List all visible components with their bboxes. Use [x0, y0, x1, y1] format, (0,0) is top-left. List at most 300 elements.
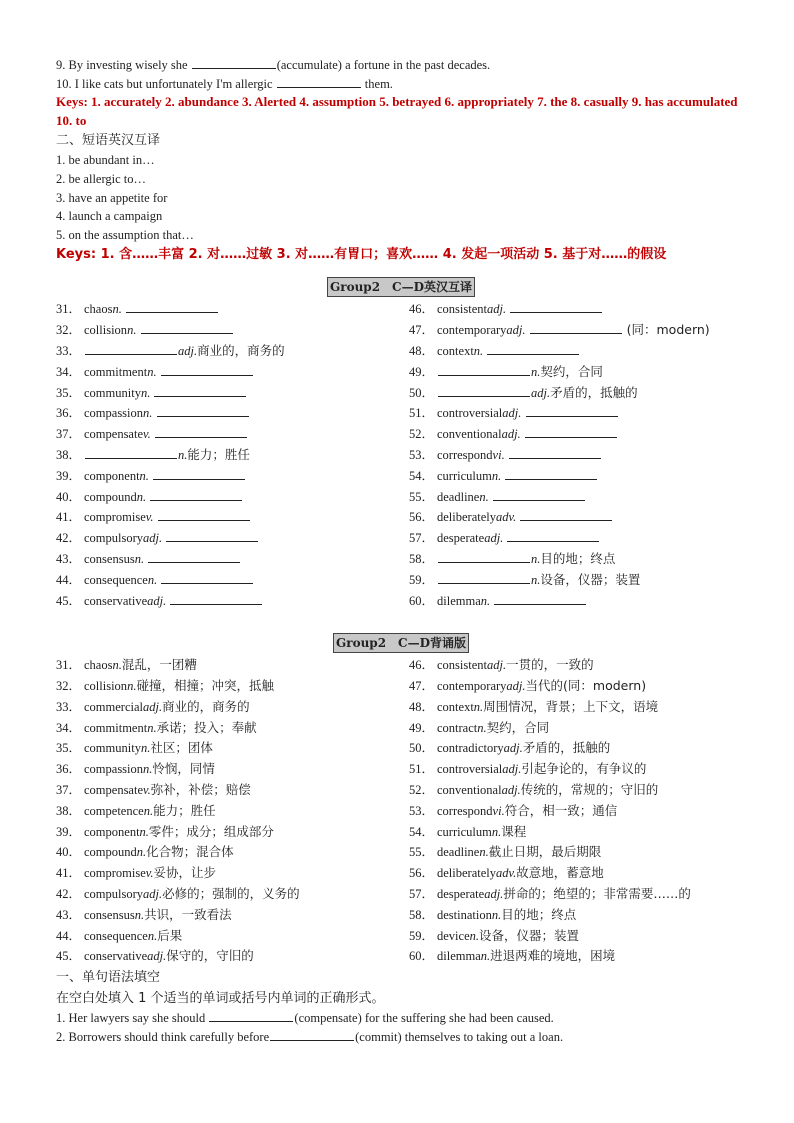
- meaning: 周围情况，背景；上下文，语境: [483, 698, 659, 714]
- item-number: 43．: [56, 551, 82, 566]
- exercise-text: 1. Her lawyers say she should: [56, 1011, 209, 1026]
- phrase-list: [56, 151, 746, 244]
- item-number: 36．: [56, 762, 82, 777]
- exercise-text: 9. By investing wisely she: [56, 58, 191, 72]
- answer-blank[interactable]: [166, 529, 258, 542]
- vocab-grid-translation: [56, 299, 746, 611]
- vocab-item: [409, 591, 746, 612]
- item-number: 48．: [409, 343, 435, 358]
- item-number: 33．: [56, 343, 82, 358]
- vocab-item: [409, 926, 746, 947]
- item-number: 35．: [56, 385, 82, 400]
- exercise-line: [56, 1028, 746, 1047]
- item-number: 50．: [409, 741, 435, 756]
- answer-blank[interactable]: [510, 300, 602, 313]
- exercise-text: (commit) themselves to taking out a loan.: [355, 1029, 564, 1044]
- meaning: 化合物；混合体: [146, 844, 234, 860]
- part-of-speech: n.: [127, 323, 137, 338]
- part-of-speech: n.: [112, 658, 122, 673]
- part-of-speech: n.: [140, 741, 151, 756]
- vocab-word: context: [437, 343, 474, 358]
- part-of-speech: adj.: [506, 679, 526, 694]
- item-number: 56．: [409, 510, 435, 525]
- group-title-recite-label: Group2 C—D背诵版: [333, 633, 469, 653]
- vocab-word: compound: [84, 845, 137, 860]
- section-title-grammar: 一、单句语法填空: [56, 970, 161, 986]
- exercise-text: 2. Borrowers should think carefully before: [56, 1029, 270, 1044]
- vocab-item: [409, 341, 746, 362]
- vocab-item: [56, 738, 409, 759]
- item-number: 53．: [409, 447, 435, 462]
- meaning: 一贯的，一致的: [506, 657, 594, 673]
- vocab-word: consistent: [437, 658, 487, 673]
- vocab-item: [56, 466, 409, 487]
- item-number: 38．: [56, 447, 82, 462]
- vocab-word: compromise: [84, 510, 146, 525]
- vocab-item: [56, 487, 409, 508]
- vocab-item: [56, 780, 409, 801]
- vocab-word: component: [84, 468, 140, 483]
- vocab-word: correspond: [437, 447, 493, 462]
- part-of-speech: adj.: [143, 531, 163, 546]
- answer-keys-1: Keys: 1. accurately 2. abundance 3. Alerted 4. assumption 5. betrayed 6. appropriately 7. the 8. casually 9. has accumulated 10. to: [56, 94, 738, 128]
- vocab-item: [56, 507, 409, 528]
- item-number: 44．: [56, 928, 82, 943]
- part-of-speech: vi.: [492, 447, 505, 462]
- vocab-word: contemporary: [437, 323, 507, 338]
- vocab-word: deadline: [437, 845, 480, 860]
- item-number: 34．: [56, 364, 82, 379]
- vocab-word: compassion: [84, 762, 144, 777]
- part-of-speech: n.: [139, 468, 149, 483]
- answer-blank[interactable]: [487, 342, 579, 355]
- item-number: 56．: [409, 866, 435, 881]
- vocab-word: contemporary: [437, 679, 507, 694]
- meaning: 矛盾的，抵触的: [550, 384, 638, 400]
- vocab-word: dilemma: [437, 949, 481, 964]
- vocab-word: consequence: [84, 928, 148, 943]
- item-number: 41．: [56, 510, 82, 525]
- vocab-item: [56, 341, 409, 362]
- answer-blank[interactable]: [530, 321, 622, 334]
- item-number: 47．: [409, 679, 435, 694]
- vocab-word: conservative: [84, 593, 148, 608]
- answer-blank[interactable]: [141, 321, 233, 334]
- item-number: 47．: [409, 323, 435, 338]
- meaning: 截止日期，最后期限: [488, 844, 602, 860]
- part-of-speech: n.: [140, 385, 151, 400]
- vocab-word: deadline: [437, 489, 480, 504]
- vocab-word: controversial: [437, 406, 503, 421]
- vocab-item: [409, 884, 746, 905]
- vocab-item: [409, 738, 746, 759]
- item-number: 42．: [56, 531, 82, 546]
- meaning: 怜悯，同情: [152, 761, 215, 777]
- answer-blank[interactable]: [507, 529, 599, 542]
- item-number: 31．: [56, 658, 82, 673]
- part-of-speech: n.: [531, 572, 541, 587]
- vocab-grid-recite: [56, 655, 746, 967]
- item-number: 39．: [56, 824, 82, 839]
- answer-blank[interactable]: [153, 467, 245, 480]
- vocab-item: [56, 822, 409, 843]
- part-of-speech: adj.: [501, 783, 521, 798]
- vocab-item: [56, 299, 409, 320]
- part-of-speech: n.: [477, 720, 487, 735]
- part-of-speech: n.: [479, 489, 489, 504]
- section-instruction: 在空白处填入 1 个适当的单词或括号内单词的正确形式。: [56, 991, 385, 1007]
- part-of-speech: n.: [491, 824, 502, 839]
- vocab-item: [409, 424, 746, 445]
- fill-in-exercises-top: [56, 56, 746, 93]
- part-of-speech: v.: [145, 866, 154, 881]
- vocab-word: compensate: [84, 783, 144, 798]
- answer-blank[interactable]: [85, 446, 177, 459]
- part-of-speech: v.: [145, 510, 154, 525]
- vocab-item: [56, 926, 409, 947]
- vocab-word: contradictory: [437, 741, 504, 756]
- meaning: 碰撞，相撞；冲突，抵触: [136, 678, 274, 694]
- item-number: 54．: [409, 824, 435, 839]
- answer-blank[interactable]: [161, 363, 253, 376]
- item-number: 60．: [409, 593, 435, 608]
- part-of-speech: n.: [134, 907, 145, 922]
- answer-blank[interactable]: [509, 446, 601, 459]
- item-number: 38．: [56, 803, 82, 818]
- part-of-speech: n.: [147, 572, 158, 587]
- vocab-item: [56, 362, 409, 383]
- meaning: 契约，合同: [486, 719, 550, 735]
- item-number: 59．: [409, 928, 435, 943]
- vocab-word: contract: [437, 720, 478, 735]
- answer-blank[interactable]: [157, 404, 249, 417]
- vocab-word: commitment: [84, 720, 148, 735]
- part-of-speech: adj.: [502, 762, 522, 777]
- meaning: 引起争论的，有争议的: [521, 761, 647, 777]
- vocab-word: compromise: [84, 866, 146, 881]
- answer-blank[interactable]: [520, 508, 612, 521]
- answer-blank[interactable]: [505, 467, 597, 480]
- item-number: 45．: [56, 593, 82, 608]
- vocab-word: community: [84, 741, 141, 756]
- vocab-item: [56, 445, 409, 466]
- vocab-word: correspond: [437, 803, 493, 818]
- part-of-speech: n.: [134, 551, 145, 566]
- vocab-item: [409, 299, 746, 320]
- answer-blank[interactable]: [209, 1009, 293, 1022]
- vocab-item: [409, 528, 746, 549]
- meaning: 矛盾的，抵触的: [522, 740, 611, 756]
- item-number: 32．: [56, 679, 82, 694]
- answer-blank[interactable]: [155, 425, 247, 438]
- meaning: 妥协，让步: [153, 865, 217, 881]
- answer-blank[interactable]: [270, 1028, 354, 1041]
- meaning: 进退两难的境地，困境: [490, 948, 616, 964]
- meaning: 混乱，一团糟: [121, 657, 197, 673]
- vocab-word: conservative: [84, 949, 148, 964]
- answer-blank[interactable]: [192, 56, 276, 69]
- vocab-item: [409, 822, 746, 843]
- meaning: (同：modern): [622, 322, 710, 338]
- vocab-item: [409, 403, 746, 424]
- item-number: 43．: [56, 907, 82, 922]
- vocab-item: [56, 591, 409, 612]
- item-number: 45．: [56, 949, 82, 964]
- item-number: 51．: [409, 406, 435, 421]
- part-of-speech: adj.: [178, 343, 198, 358]
- vocab-item: [56, 697, 409, 718]
- answer-keys-2: Keys: 1. 含……丰富 2. 对……过敏 3. 对……有胃口；喜欢…… 4. 发起一项活动 5. 基于对……的假设: [56, 247, 667, 263]
- vocab-word: consequence: [84, 572, 148, 587]
- meaning: 设备，仪器；装置: [479, 927, 580, 943]
- meaning: 后果: [157, 927, 183, 943]
- item-number: 58．: [409, 551, 435, 566]
- part-of-speech: adj.: [503, 741, 523, 756]
- item-number: 40．: [56, 845, 82, 860]
- vocab-item: [409, 801, 746, 822]
- meaning: 必修的；强制的，义务的: [162, 886, 300, 902]
- item-number: 31．: [56, 302, 82, 317]
- answer-blank[interactable]: [493, 488, 585, 501]
- vocab-word: component: [84, 824, 140, 839]
- answer-blank[interactable]: [494, 592, 586, 605]
- part-of-speech: n.: [139, 824, 149, 839]
- vocab-item: [409, 445, 746, 466]
- exercise-text: (compensate) for the suffering she had been caused.: [294, 1011, 554, 1026]
- vocab-word: collision: [84, 679, 128, 694]
- vocab-word: compound: [84, 489, 137, 504]
- vocab-item: [409, 863, 746, 884]
- vocab-item: [409, 718, 746, 739]
- answer-blank[interactable]: [526, 404, 618, 417]
- part-of-speech: adj.: [143, 699, 163, 714]
- vocab-word: curriculum: [437, 468, 492, 483]
- vocab-item: [56, 718, 409, 739]
- answer-blank[interactable]: [148, 550, 240, 563]
- item-number: 48．: [409, 699, 435, 714]
- item-number: 51．: [409, 762, 435, 777]
- vocab-word: commitment: [84, 364, 148, 379]
- vocab-item: [409, 697, 746, 718]
- item-number: 37．: [56, 427, 82, 442]
- group-title-translation: [56, 277, 746, 297]
- group-title-translation-label: Group2 C—D英汉互译: [327, 277, 475, 297]
- vocab-word: compensate: [84, 427, 144, 442]
- part-of-speech: n.: [480, 949, 491, 964]
- part-of-speech: n.: [479, 845, 489, 860]
- part-of-speech: v.: [143, 783, 151, 798]
- item-number: 37．: [56, 783, 82, 798]
- meaning: 商业的，商务的: [162, 698, 250, 714]
- answer-blank[interactable]: [438, 363, 530, 376]
- vocab-word: controversial: [437, 762, 503, 777]
- vocab-word: community: [84, 385, 141, 400]
- worksheet-page: [56, 56, 746, 1046]
- vocab-item: [409, 842, 746, 863]
- vocab-word: device: [437, 928, 470, 943]
- answer-blank[interactable]: [438, 384, 530, 397]
- item-number: 41．: [56, 866, 82, 881]
- vocab-word: context: [437, 699, 474, 714]
- exercise-line: [56, 1009, 746, 1028]
- part-of-speech: adj.: [487, 658, 507, 673]
- vocab-item: [56, 655, 409, 676]
- vocab-word: conventional: [437, 427, 502, 442]
- item-number: 52．: [409, 427, 435, 442]
- part-of-speech: n.: [480, 593, 491, 608]
- item-number: 42．: [56, 887, 82, 902]
- vocab-item: [409, 655, 746, 676]
- meaning: 目的地；终点: [540, 550, 616, 566]
- vocab-item: [56, 570, 409, 591]
- item-number: 59．: [409, 572, 435, 587]
- answer-blank[interactable]: [525, 425, 617, 438]
- vocab-word: conventional: [437, 783, 502, 798]
- section-title-phrases: 二、短语英汉互译: [56, 133, 161, 149]
- meaning: 课程: [501, 823, 527, 839]
- answer-blank[interactable]: [150, 488, 242, 501]
- answer-blank[interactable]: [438, 550, 530, 563]
- vocab-item: [56, 403, 409, 424]
- part-of-speech: n.: [143, 803, 154, 818]
- exercise-text: 10. I like cats but unfortunately I'm allergic: [56, 76, 276, 91]
- vocab-item: [409, 946, 746, 967]
- part-of-speech: vi.: [492, 803, 505, 818]
- part-of-speech: adj.: [147, 949, 167, 964]
- part-of-speech: adj.: [147, 593, 167, 608]
- vocab-item: [56, 424, 409, 445]
- exercise-text: them.: [361, 76, 393, 91]
- meaning: 能力；胜任: [187, 446, 250, 462]
- part-of-speech: adj.: [484, 887, 504, 902]
- vocab-word: consensus: [84, 551, 135, 566]
- part-of-speech: n.: [143, 406, 153, 421]
- answer-blank[interactable]: [154, 384, 246, 397]
- meaning: 故意地，蓄意地: [516, 865, 604, 881]
- item-number: 55．: [409, 845, 435, 860]
- vocab-word: dilemma: [437, 593, 481, 608]
- vocab-item: [409, 466, 746, 487]
- vocab-item: [409, 362, 746, 383]
- vocab-item: [56, 863, 409, 884]
- part-of-speech: n.: [178, 447, 188, 462]
- answer-blank[interactable]: [161, 571, 253, 584]
- phrase-item: 1. be abundant in…: [56, 153, 155, 168]
- part-of-speech: n.: [491, 468, 502, 483]
- meaning: 契约，合同: [540, 363, 603, 379]
- item-number: 55．: [409, 489, 435, 504]
- vocab-item: [56, 383, 409, 404]
- phrase-item: 5. on the assumption that…: [56, 227, 194, 242]
- answer-blank[interactable]: [170, 592, 262, 605]
- item-number: 44．: [56, 572, 82, 587]
- part-of-speech: adj.: [531, 385, 551, 400]
- meaning: 保守的，守旧的: [166, 948, 254, 964]
- part-of-speech: adj.: [487, 302, 507, 317]
- meaning: 弥补，补偿；赔偿: [150, 782, 251, 798]
- vocab-item: [409, 320, 746, 341]
- vocab-word: desperate: [437, 531, 485, 546]
- vocab-word: commercial: [84, 699, 143, 714]
- meaning: 零件；成分；组成部分: [148, 823, 274, 839]
- answer-blank[interactable]: [438, 571, 530, 584]
- meaning: 能力；胜任: [153, 802, 216, 818]
- part-of-speech: adj.: [506, 323, 526, 338]
- vocab-item: [56, 905, 409, 926]
- vocab-item: [409, 759, 746, 780]
- part-of-speech: n.: [147, 720, 157, 735]
- vocab-word: consistent: [437, 302, 487, 317]
- meaning: 拼命的；绝望的；非常需要……的: [503, 886, 691, 902]
- part-of-speech: n.: [147, 928, 158, 943]
- vocab-item: [56, 946, 409, 967]
- item-number: 57．: [409, 887, 435, 902]
- exercise-text: (accumulate) a fortune in the past decades.: [276, 58, 491, 72]
- item-number: 52．: [409, 783, 435, 798]
- meaning: 符合，相一致；通信: [504, 802, 618, 818]
- vocab-item: [56, 842, 409, 863]
- part-of-speech: adj.: [484, 531, 504, 546]
- part-of-speech: adj.: [501, 427, 521, 442]
- vocab-word: curriculum: [437, 824, 492, 839]
- part-of-speech: adj.: [502, 406, 522, 421]
- vocab-word: destination: [437, 907, 492, 922]
- vocab-word: chaos: [84, 302, 113, 317]
- item-number: 58．: [409, 907, 435, 922]
- part-of-speech: n.: [473, 343, 484, 358]
- item-number: 33．: [56, 699, 82, 714]
- vocab-item: [409, 507, 746, 528]
- exercise-line: [56, 56, 746, 75]
- part-of-speech: n.: [136, 489, 147, 504]
- item-number: 36．: [56, 406, 82, 421]
- part-of-speech: n.: [143, 762, 153, 777]
- part-of-speech: v.: [143, 427, 151, 442]
- vocab-word: deliberately: [437, 510, 496, 525]
- vocab-item: [409, 676, 746, 697]
- phrase-item: 4. launch a campaign: [56, 209, 163, 224]
- part-of-speech: n.: [112, 302, 122, 317]
- vocab-word: collision: [84, 323, 128, 338]
- item-number: 40．: [56, 489, 82, 504]
- answer-blank[interactable]: [158, 508, 250, 521]
- answer-blank[interactable]: [126, 300, 218, 313]
- meaning: 当代的(同：modern): [525, 678, 647, 694]
- vocab-item: [409, 487, 746, 508]
- part-of-speech: adv.: [496, 510, 517, 525]
- answer-blank[interactable]: [277, 75, 361, 88]
- phrase-item: 2. be allergic to…: [56, 171, 147, 186]
- item-number: 34．: [56, 720, 82, 735]
- vocab-word: compassion: [84, 406, 144, 421]
- vocab-word: compulsory: [84, 887, 144, 902]
- item-number: 53．: [409, 803, 435, 818]
- exercise-line: [56, 75, 746, 94]
- part-of-speech: n.: [531, 364, 541, 379]
- phrase-item: 3. have an appetite for: [56, 190, 168, 205]
- part-of-speech: n.: [491, 907, 502, 922]
- part-of-speech: n.: [136, 845, 147, 860]
- vocab-item: [56, 759, 409, 780]
- item-number: 46．: [409, 302, 435, 317]
- vocab-item: [56, 528, 409, 549]
- part-of-speech: adv.: [496, 866, 517, 881]
- meaning: 共识，一致看法: [144, 906, 232, 922]
- meaning: 商业的，商务的: [197, 342, 285, 358]
- answer-blank[interactable]: [85, 342, 177, 355]
- vocab-item: [56, 320, 409, 341]
- part-of-speech: n.: [531, 551, 541, 566]
